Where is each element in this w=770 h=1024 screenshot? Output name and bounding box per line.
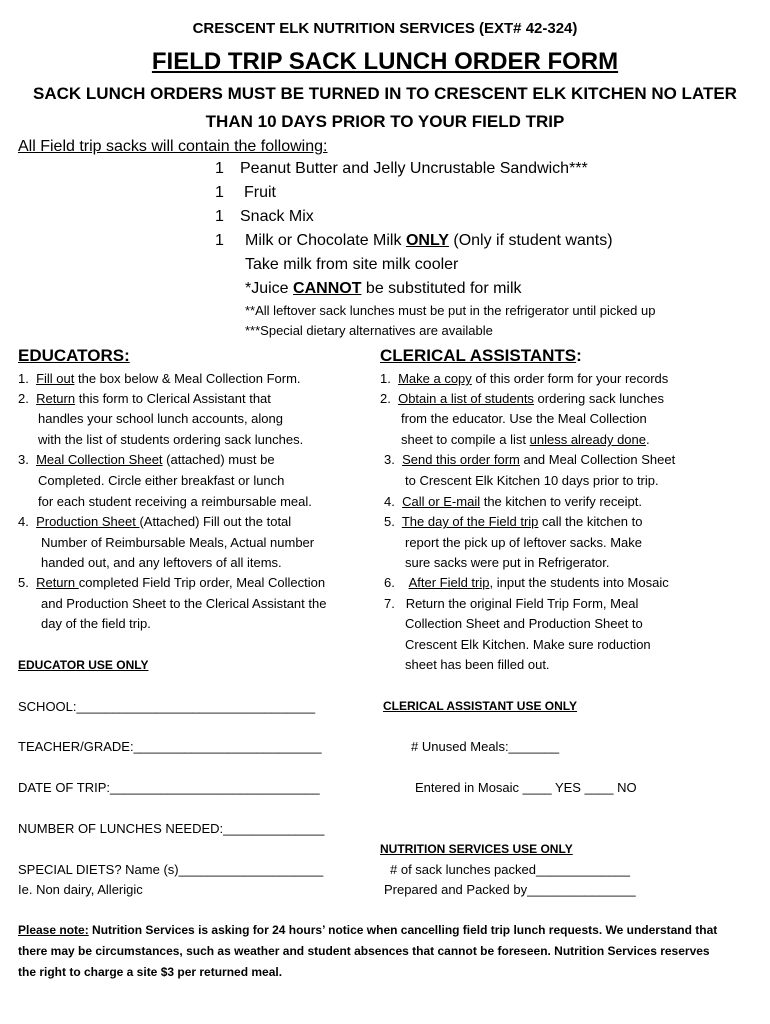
footer-note-text: Nutrition Services is asking for 24 hours’ notice when cancelling field trip lunch requests. We understand that there may be circumstances, such as weather and student absences that cannot be foreseen. Nutrition Services reserves the right to charge a site $3 per returned meal. xyxy=(18,923,718,979)
clerical-step-2-cont: from the educator. Use the Meal Collection xyxy=(401,411,647,426)
clerical-step-2-cont: sheet to compile a list unless already done. xyxy=(401,432,650,447)
lunches-needed-field[interactable]: NUMBER OF LUNCHES NEEDED:______________ xyxy=(18,821,325,836)
milk-cooler-note: Take milk from site milk cooler xyxy=(245,256,459,273)
clerical-step-7-cont: Crescent Elk Kitchen. Make sure roduction xyxy=(405,637,651,652)
contents-item-sandwich: Peanut Butter and Jelly Uncrustable Sandwich*** xyxy=(240,160,588,177)
clerical-use-heading: CLERICAL ASSISTANT USE ONLY xyxy=(383,699,578,713)
clerical-step-5-cont: report the pick up of leftover sacks. Make xyxy=(405,535,642,550)
contents-intro: All Field trip sacks will contain the following: xyxy=(18,138,328,155)
leftover-note: **All leftover sack lunches must be put in the refrigerator until picked up xyxy=(245,303,656,318)
educator-step-4: 4. Production Sheet (Attached) Fill out the total xyxy=(18,514,292,529)
educator-step-1: 1. Fill out the box below & Meal Collection Form. xyxy=(18,371,301,386)
clerical-step-7: 7. Return the original Field Trip Form, Meal xyxy=(384,596,639,611)
contents-item-fruit: Fruit xyxy=(244,184,276,201)
contents-item-qty: 1 xyxy=(215,160,224,177)
special-diets-example: Ie. Non dairy, Allerigic xyxy=(18,882,143,897)
clerical-step-7-cont: Collection Sheet and Production Sheet to xyxy=(405,616,643,631)
footer-note xyxy=(18,920,728,983)
deadline-line-1: SACK LUNCH ORDERS MUST BE TURNED IN TO CRESCENT ELK KITCHEN NO LATER xyxy=(33,84,737,103)
clerical-step-3: 3. Send this order form and Meal Collection Sheet xyxy=(384,452,676,467)
clerical-step-1: 1. Make a copy of this order form for your records xyxy=(380,371,669,386)
services-header: CRESCENT ELK NUTRITION SERVICES (EXT# 42-324) xyxy=(192,20,578,37)
contents-item-qty: 1 xyxy=(215,184,224,201)
contents-item-qty: 1 xyxy=(215,208,224,225)
unused-meals-field[interactable]: # Unused Meals:_______ xyxy=(411,739,560,754)
clerical-step-3-cont: to Crescent Elk Kitchen 10 days prior to trip. xyxy=(405,473,659,488)
educator-step-3-cont: for each student receiving a reimbursable meal. xyxy=(38,494,312,509)
educator-step-3-cont: Completed. Circle either breakfast or lunch xyxy=(38,473,285,488)
school-field[interactable]: SCHOOL:_________________________________ xyxy=(18,699,316,714)
clerical-step-6: 6. After Field trip, input the students into Mosaic xyxy=(384,575,669,590)
deadline-line-2: THAN 10 DAYS PRIOR TO YOUR FIELD TRIP xyxy=(205,112,565,131)
dietary-note: ***Special dietary alternatives are available xyxy=(245,323,493,338)
educator-step-2-cont: with the list of students ordering sack lunches. xyxy=(38,432,304,447)
page-title: FIELD TRIP SACK LUNCH ORDER FORM xyxy=(151,48,619,75)
educator-use-heading: EDUCATOR USE ONLY xyxy=(18,658,149,672)
special-diets-field[interactable]: SPECIAL DIETS? Name (s)____________________ xyxy=(18,862,324,877)
date-of-trip-field[interactable]: DATE OF TRIP:_____________________________ xyxy=(18,780,320,795)
educator-step-4-cont: handed out, and any leftovers of all items. xyxy=(41,555,282,570)
teacher-grade-field[interactable]: TEACHER/GRADE:__________________________ xyxy=(18,739,322,754)
educator-step-5-cont: and Production Sheet to the Clerical Assistant the xyxy=(41,596,327,611)
sacks-packed-field[interactable]: # of sack lunches packed_____________ xyxy=(390,862,630,877)
educator-step-5-cont: day of the field trip. xyxy=(41,616,151,631)
educators-heading: EDUCATORS: xyxy=(18,346,130,365)
mosaic-entry-field[interactable]: Entered in Mosaic ____ YES ____ NO xyxy=(415,780,637,795)
prepared-by-field[interactable]: Prepared and Packed by_______________ xyxy=(384,882,636,897)
educator-step-5: 5. Return completed Field Trip order, Meal Collection xyxy=(18,575,326,590)
clerical-step-4: 4. Call or E-mail the kitchen to verify receipt. xyxy=(384,494,642,509)
contents-item-snack: Snack Mix xyxy=(240,208,314,225)
educator-step-3: 3. Meal Collection Sheet (attached) must be xyxy=(18,452,275,467)
clerical-step-5: 5. The day of the Field trip call the kitchen to xyxy=(384,514,643,529)
clerical-step-5-cont: sure sacks were put in Refrigerator. xyxy=(405,555,610,570)
footer-note-label: Please note: xyxy=(18,923,89,937)
contents-item-qty: 1 xyxy=(215,232,224,249)
contents-item-milk: Milk or Chocolate Milk ONLY (Only if student wants) xyxy=(245,232,613,249)
educator-step-2-cont: handles your school lunch accounts, along xyxy=(38,411,283,426)
clerical-step-7-cont: sheet has been filled out. xyxy=(405,657,550,672)
educator-step-2: 2. Return this form to Clerical Assistant that xyxy=(18,391,271,406)
clerical-heading: CLERICAL ASSISTANTS: xyxy=(380,346,582,365)
juice-note: *Juice CANNOT be substituted for milk xyxy=(245,280,522,297)
nutrition-use-heading: NUTRITION SERVICES USE ONLY xyxy=(380,842,573,856)
clerical-step-2: 2. Obtain a list of students ordering sack lunches xyxy=(380,391,665,406)
educator-step-4-cont: Number of Reimbursable Meals, Actual number xyxy=(41,535,315,550)
